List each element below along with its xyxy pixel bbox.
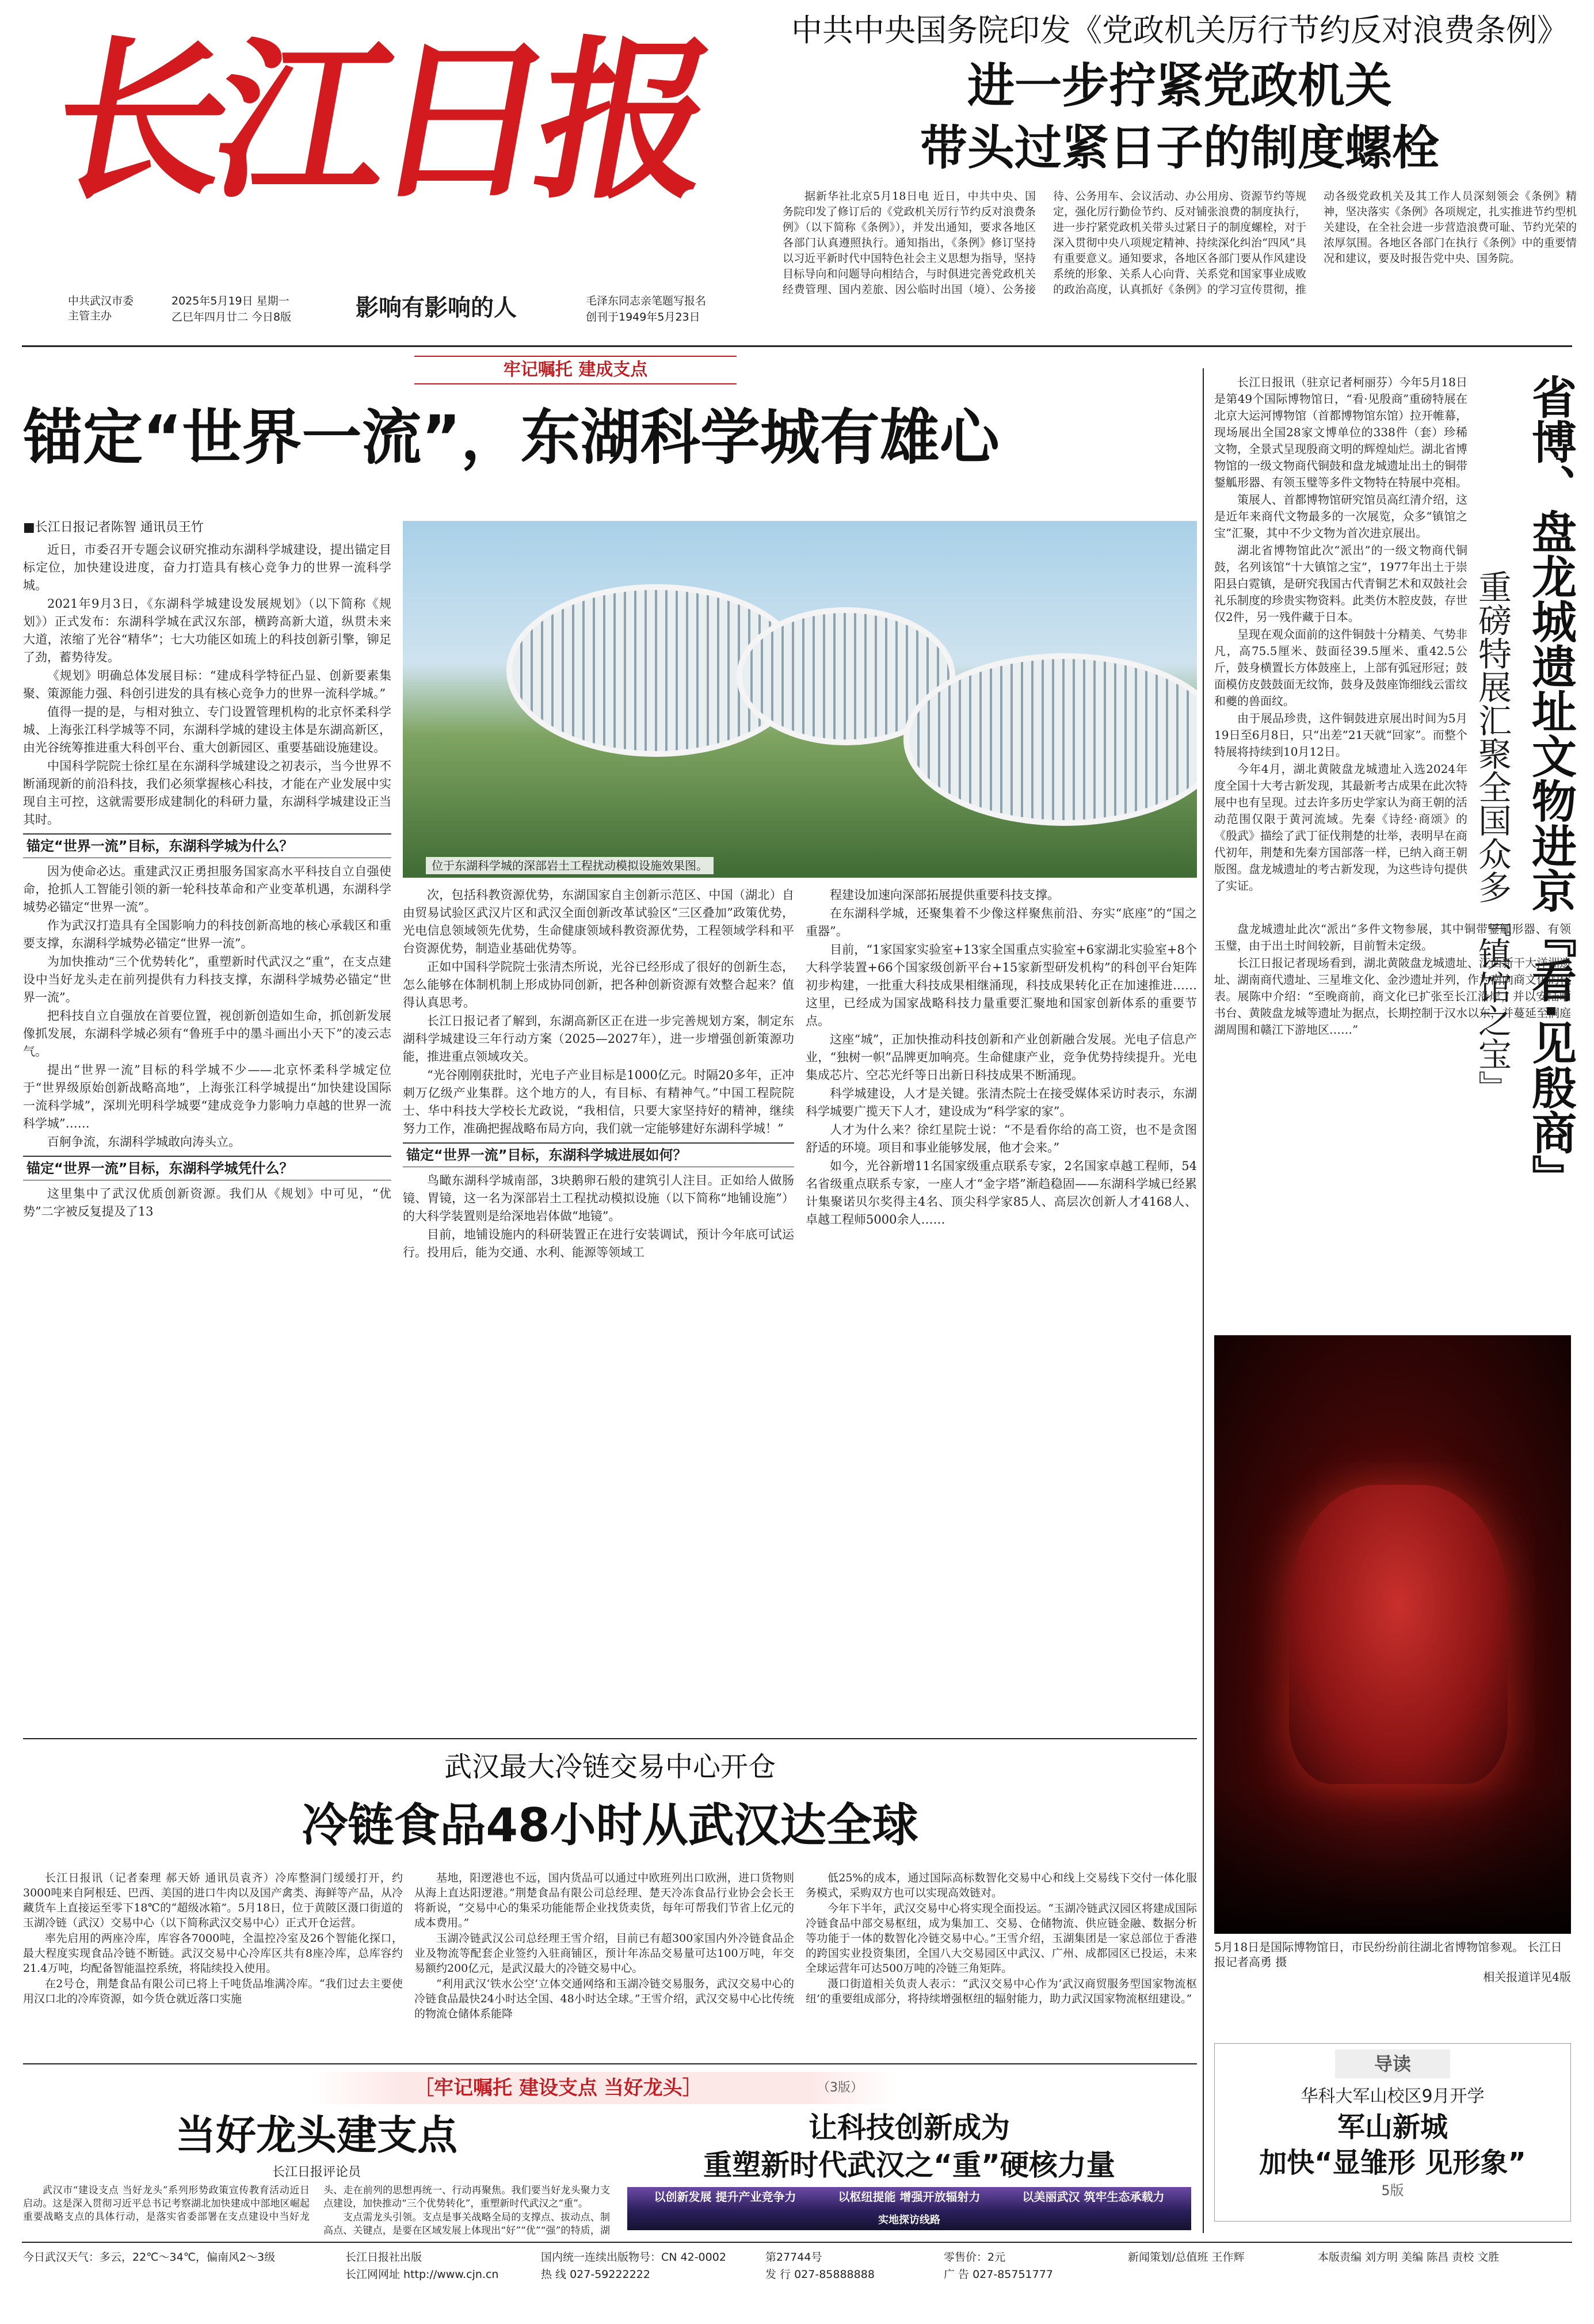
- dh-photo-caption: 位于东湖科学城的深部岩土工程扰动模拟设施效果图。: [426, 857, 714, 874]
- bowu-p7: 盘龙城遗址此次“派出”多件文物参展，其中铜带鋬觚形器、有领玉璧，由于出土时间较新，目前暂未定级。: [1214, 922, 1571, 953]
- dh-col1: [23, 518, 391, 1732]
- masthead: [22, 12, 770, 334]
- dh-c2p1: 次，包括科教资源优势，东湖国家自主创新示范区、中国（湖北）自由贸易试验区武汉片区和武汉全面创新改革试验区“三区叠加”政策优势，光电信息领域领先优势，生命健康领域科教资源优势，工程领域学科和平台资源优势，制造业基础优势等。: [403, 888, 794, 955]
- footer-web[interactable]: 长江网网址 http://www.cjn.cn: [345, 2268, 499, 2281]
- ed-body: [23, 2184, 610, 2239]
- masthead-title: 长江日报: [38, 19, 719, 222]
- dh-c2p2: 正如中国科学院院士张清杰所说，光谷已经形成了很好的创新生态，怎么能够在体制机制上形成协同创新，把各种创新资源有效整合起来？值得认真思考。: [403, 960, 794, 1009]
- dh-c2p4: “光谷刚刚获批时，光电子产业目标是1000亿元。时隔20多年，正冲刺万亿级产业集群。这个地方的人，有目标、有精神气。”中国工程院院士、华中科技大学校长尤政说，“我相信，只要大家坚持好的精神，继续努力工作，准确把握战略布局方向，我们就一定能够建好东湖科学城！”: [403, 1068, 794, 1136]
- slogan: 影响有影响的人: [356, 294, 517, 321]
- bowu-caption: [1214, 1940, 1571, 1984]
- bowu-photo-note: 相关报道详见4版: [1483, 1970, 1571, 1984]
- cold-title: 冷链食品48小时从武汉达全球: [302, 1799, 918, 1852]
- banner2-text: ［牢记嘱托 建设支点 当好龙头］: [414, 2077, 702, 2100]
- banner2-page: （3版）: [817, 2081, 863, 2095]
- panel-hub-text: 以枢纽提能 增强开放辐射力: [838, 2190, 981, 2204]
- dh-p4: 值得一提的是，与相对独立、专门设置管理机构的北京怀柔科学城、上海张江科学城等不同，东湖科学城的建设主体是东湖高新区，由光谷统筹推进重大科创平台、重大创新园区、重要基础设施建设。: [23, 705, 391, 755]
- cold-c3p3: 滠口街道相关负责人表示：“武汉交易中心作为‘武汉商贸服务型国家物流枢纽’的重要组成部分，将持续增强枢纽的辐射能力，助力武汉国家物流枢纽建设。”: [806, 1978, 1197, 2005]
- panel-ecology: [1007, 2189, 1180, 2204]
- dh-photo: [403, 521, 1197, 878]
- banner-longtou: [311, 2072, 898, 2104]
- dh-p9: 把科技自立自强放在首要位置，视创新创造如生命，抓创新发展像抓发展，东湖科学城必须有“鲁班手中的墨斗画出小天下”的凌云志气。: [23, 1009, 391, 1058]
- footer: [23, 2247, 1571, 2317]
- dh-col3: [806, 886, 1197, 1732]
- footer-cn: 国内统一连续出版物号：CN 42-0002: [541, 2251, 726, 2264]
- ed-p2: 支点需龙头引领。支点是事关战略全局的支撑点、拔动点、制高点、关键点，是要在区域发展上体现出“好”“优”“强”的特质，湖: [323, 2212, 610, 2237]
- footer-divider: [22, 2242, 1572, 2243]
- dh-title: 锚定“世界一流”，东湖科学城有雄心: [23, 402, 1000, 473]
- footer-price: 零售价：2元: [944, 2251, 1006, 2264]
- dh-p3: 《规划》明确总体发展目标：“建成科学特征凸显、创新要素集聚、策源能力强、科创引进发的具有核心竞争力的世界一流科学城。”: [23, 669, 391, 700]
- cold-p1: 长江日报讯（记者秦理 郝天娇 通讯员袁齐）冷库整洞门缓缓打开，约3000吨来自阿根廷、巴西、美国的进口牛肉以及国产禽类、海鲜等产品，从冷藏货车上直接运至零下18℃的“超级冰箱”。5月18日，位于黄陂区滠口街道的玉湖冷链（武汉）交易中心（以下简称武汉交易中心）正式开仓运营。: [23, 1872, 403, 1929]
- lead-title-2: 带头过紧日子的制度螺栓: [920, 121, 1439, 176]
- bowu-p2: 策展人、首都博物馆研究馆员高红清介绍，这是近年来商代文物最多的一次展览，众多“镇馆之宝”汇聚，其中不少文物为首次进京展出。: [1214, 493, 1467, 540]
- innov-photo: [627, 2187, 1191, 2230]
- banner-text: 牢记嘱托 建成支点: [503, 360, 648, 380]
- dh-p5: 中国科学院院士徐红星在东湖科学城建设之初表示，当今世界不断涌现新的前沿科技，我们必须掌握核心科技，才能在产业发展中实现自主可控，这就需要形成建制化的科研力量，东湖科学城建设正当其时。: [23, 759, 391, 826]
- route-label-text: 实地探访线路: [878, 2214, 940, 2226]
- dh-subhead-3: 锚定“世界一流”目标，东湖科学城进展如何？: [403, 1142, 794, 1167]
- dh-p10: 提出“世界一流”目标的科学城不少——北京怀柔科学城定位于“世界级原始创新战略高地”，上海张江科学城提出“加快建设国际一流科学城”，深圳光明科学城要“建成竞争力影响力卓越的世界一流科学城”……: [23, 1063, 391, 1130]
- divider-dh-bottom: [23, 1738, 1197, 1739]
- bowu-p8: 长江日报记者现场看到，湖北黄陂盘龙城遗址、江西新干大洋洲遗址、湖南商代遗址、三星堆文化、金沙遗址并列，作为南向商文化的代表。展陈中介绍：“至晚商前，商文化已扩张至长江沿岸，并以安陆晒书台、黄陂盘龙城等遗址为据点，长期控制于汉水以东，并蔓延至洞庭湖周围和赣江下游地区……”: [1214, 956, 1571, 1037]
- divider-cold-bottom: [23, 2063, 1197, 2064]
- panel-innovation: [639, 2189, 811, 2204]
- daodu-label: 导读: [1335, 2049, 1450, 2078]
- dh-c2p3: 长江日报记者了解到，东湖高新区正在进一步完善规划方案，制定东湖科学城建设三年行动方案（2025—2027年），进一步增强创新策源功能，推进重点领域攻关。: [403, 1014, 794, 1064]
- cold-p3: 在2号仓，荆楚食品有限公司已将上千吨货品堆满冷库。“我们过去主要使用汉口北的冷库资源，如今货仓就近落口实施: [23, 1978, 403, 2005]
- daodu-box: [1214, 2043, 1571, 2222]
- daodu-page[interactable]: 5版: [1381, 2182, 1404, 2199]
- dh-p1: 近日，市委召开专题会议研究推动东湖科学城建设，提出锚定目标定位，加快建设进度，奋力打造具有核心竞争力的世界一流科学城。: [23, 543, 391, 592]
- dh-subhead-2: 锚定“世界一流”目标，东湖科学城凭什么？: [23, 1156, 391, 1180]
- bowu-p5: 由于展品珍贵，这件铜鼓进京展出时间为5月19日至6月8日，只“出差”21天就“回家”。而整个特展将持续到10月12日。: [1214, 711, 1467, 759]
- innov-title-2: 重塑新时代武汉之“重”硬核力量: [703, 2148, 1115, 2182]
- cold-c2p1: 基地，阳逻港也不远，国内货品可以通过中欧班列出口欧洲，进口货物则从海上直达阳逻港。”荆楚食品有限公司总经理、楚天冷冻食品行业协会会长王将新说，“交易中心的集采功能能帮企业找货卖货，每年可帮我们节省上亿元的成本费用。”: [414, 1872, 794, 1929]
- bowu-subtitle: 重磅特展汇聚全国众多『镇馆之宝』: [1473, 570, 1512, 1104]
- dh-p6: 因为使命必达。重建武汉正勇担服务国家高水平科技自立自强使命，抢抓人工智能引领的新一轮科技革命和产业变革机遇，东湖科学城势必锚定“世界一流”。: [23, 864, 391, 914]
- innov-title-1: 让科技创新成为: [809, 2111, 1010, 2144]
- footer-pub: 长江日报社出版: [345, 2251, 422, 2264]
- dh-p2: 2021年9月3日，《东湖科学城建设发展规划》（以下简称《规划》）正式发布：东湖科学城在武汉东部，横跨高新大道，纵贯未来大道，浓缩了光谷“精华”；七大功能区如琉上的科技创新引擎，铆足了劲，蓄势待发。: [23, 597, 391, 664]
- bowu-title: 省博、盘龙城遗址文物进京『看·见殷商』: [1524, 374, 1576, 1199]
- dh-c2p5: 鸟瞰东湖科学城南部，3块鹅卵石般的建筑引人注目。正如给人做肠镜、胃镜，这一名为深部岩土工程扰动模拟设施（以下简称“地铺设施”）的大科学装置则是给深地岩体做“地镜”。: [403, 1174, 794, 1223]
- cold-c2p3: “利用武汉‘铁水公空’立体交通网络和玉湖冷链交易服务，武汉交易中心的冷链食品最快24小时达全国、48小时达全球。”王雪介绍，武汉交易中心比传统的物流仓储体系能降: [414, 1978, 794, 2020]
- footer-staff: 本版责编 刘方明 美编 陈昌 责校 文胜: [1318, 2251, 1500, 2264]
- daodu-line2[interactable]: 军山新城: [1337, 2111, 1448, 2143]
- date-line: 2025年5月19日 星期一: [171, 295, 289, 307]
- dh-p12: 这里集中了武汉优质创新资源。我们从《规划》中可见，“优势”二字被反复提及了13: [23, 1187, 391, 1218]
- footer-issue: 第27744号: [765, 2251, 822, 2264]
- banner-jianzhi: [414, 356, 737, 384]
- dh-c3p5: 科学城建设，人才是关键。张清杰院士在接受媒体采访时表示，东湖科学城要广揽天下人才，建设成为“科学家的家”。: [806, 1087, 1197, 1118]
- masthead-divider: [22, 345, 1572, 347]
- panel-ecology-text: 以美丽武汉 筑牢生态承载力: [1022, 2190, 1165, 2204]
- lead-title-1: 进一步拧紧党政机关: [967, 59, 1392, 113]
- dh-subhead-1: 锚定“世界一流”目标，东湖科学城为什么？: [23, 833, 391, 858]
- footer-tel: 热 线 027-59222222: [541, 2268, 650, 2281]
- dh-c3p7: 如今，光谷新增11名国家级重点联系专家，2名国家卓越工程师，54名省级重点联系专家，一座人才“金字塔”渐趋稳固——东湖科学城已经累计集聚诺贝尔奖得主4名、顶尖科学家85人、高层次创新人才4168人、卓越工程师5000余人……: [806, 1159, 1197, 1226]
- panel-route-label: [823, 2213, 996, 2227]
- daodu-line3[interactable]: 加快“显雏形 见形象”: [1259, 2147, 1526, 2179]
- dh-p7: 作为武汉打造具有全国影响力的科技创新高地的核心承载区和重要支撑，东湖科学城势必锚定“世界一流”。: [23, 919, 391, 950]
- lead-kicker: 中共中央国务院印发《党政机关厉行节约反对浪费条例》: [791, 12, 1568, 48]
- cold-p2: 率先启用的两座冷库，库容各7000吨，全温控冷室及26个智能化探口，最大程度实现食品冷链不断链。武汉交易中心冷库区共有8座冷库，总库容约21.4万吨，均配备智能温控系统，将陆续投入使用。: [23, 1932, 403, 1975]
- cold-c2p2: 玉湖冷链武汉公司总经理王雪介绍，目前已有超300家国内外冷链食品企业及物流等配套企业签约入驻商铺区，预计年冻品交易量可达100万吨，年交易额约200亿元，是武汉最大的冷链交易中心。: [414, 1932, 794, 1975]
- daodu-line1[interactable]: 华科大军山校区9月开学: [1301, 2086, 1485, 2106]
- dh-c2p6: 目前，地铺设施内的科研装置正在进行安装调试，预计今年底可试运行。投用后，能为交通、水利、能源等领域工: [403, 1228, 794, 1259]
- ed-title: 当好龙头建支点: [176, 2112, 457, 2159]
- cold-col2: [414, 1870, 794, 2055]
- dh-c3p2: 在东湖科学城，还聚集着不少像这样聚焦前沿、夯实“底座”的“国之重器”。: [806, 906, 1197, 938]
- cold-col3: [806, 1870, 1197, 2055]
- dh-c3p1: 程建设加速向深部拓展提供重要科技支撑。: [830, 888, 1059, 902]
- dh-c3p6: 人才为什么来？徐红星院士说：“不是看你给的高工资，也不是贪图舒适的环境。项目和事业能够发展，他才会来。”: [806, 1123, 1197, 1155]
- bowu-photo-caption: 5月18日是国际博物馆日，市民纷纷前往湖北省博物馆参观。 长江日报记者高勇 摄: [1214, 1940, 1562, 1969]
- lunar-date: 乙巳年四月廿二 今日8版: [171, 311, 292, 323]
- lead-story: [783, 10, 1577, 333]
- dh-p11: 百舸争流，东湖科学城敢向涛头立。: [47, 1135, 241, 1149]
- lead-body: 据新华社北京5月18日电 近日，中共中央、国务院印发了修订后的《党政机关厉行节约反对浪费条例》（以下简称《条例》），并发出通知，要求各地区各部门认真遵照执行。通知指出，《条例》修订坚持以习近平新时代中国特色社会主义思想为指导，坚持目标导向和问题导向相结合，与时俱进完善党政机关经费管理、国内差旅、因公临时出国（境）、公务接待、公务用车、会议活动、办公用房、资源节约等规定，强化厉行勤俭节约、反对铺张浪费的制度执行，进一步拧紧党政机关带头过紧日子的制度螺栓，对于深入贯彻中央八项规定精神、持续深化纠治“四风”具有重要意义。通知要求，各地区各部门要从作风建设系统的形象、关系人心向背、关系党和国家事业成败的政治高度，认真抓好《条例》的学习宣传贯彻，推动各级党政机关及其工作人员深刻领会《条例》精神，坚决落实《条例》各项规定，扎实推进节约型机关建设，在全社会进一步营造浪费可耻、节约光荣的浓厚氛围。各地区各部门在执行《条例》中的重要情况和建议，要及时报告党中央、国务院。: [783, 190, 1577, 296]
- dh-c3p4: 这座“城”，正加快推动科技创新和产业创新融合发展。光电子信息产业，“独树一帜”品牌更加响亮。生命健康产业，竞争优势持续提升。光电集成芯片、空芯光纤等日出新日科技成果不断涌现。: [806, 1033, 1197, 1082]
- cold-col1: [23, 1870, 403, 2055]
- bowu-p1: 长江日报讯（驻京记者柯丽芬）今年5月18日是第49个国际博物馆日，“看·见殷商”重磅特展在北京大运河博物馆（首都博物馆东馆）拉开帷幕，现场展出全国28家文博单位的338件（套）珍稀文物，全景式呈现殷商文明的辉煌灿烂。湖北省博物馆的一级文物商代铜鼓和盘龙城遗址出土的铜带鋬觚形器、有领玉璧等多件文物特在特展中亮相。: [1214, 375, 1467, 489]
- ed-p1: 武汉市“建设支点 当好龙头”系列形势政策宣传教育活动近日启动。这是深入贯彻习近平总书记考察湖北加快建成中部地区崛起重要战略支点的具体行动，是落实省委部署在支点建设中当好龙头、走在前列的思想再统一、行动再聚焦。我们要当好龙头聚力支点建设，加快推动“三个优势转化”，重塑新时代武汉之“重”。: [23, 2185, 610, 2223]
- publisher: 中共武汉市委 主管主办: [68, 295, 134, 322]
- cold-kicker: 武汉最大冷链交易中心开仓: [444, 1751, 776, 1783]
- founded-note: 创刊于1949年5月23日: [586, 311, 700, 323]
- cold-c3p2: 今年下半年，武汉交易中心将实现全面投运。“玉湖冷链武汉园区将建成国际冷链食品中部交易枢纽，成为集加工、交易、仓储物流、供应链金融、数据分析等功能于一体的数智化冷链交易中心。”王雪介绍，玉湖集团是一家总部位于香港的跨国实业投资集团，全国八大交易园区中武汉、广州、成都园区已投运，未来全球运营年可达500万吨的冷链三角矩阵。: [806, 1902, 1197, 1975]
- footer-dist: 发 行 027-85888888: [765, 2268, 875, 2281]
- bowu-photo: [1214, 1335, 1571, 1934]
- panel-innovation-text: 以创新发展 提升产业竞争力: [654, 2190, 796, 2204]
- dh-byline: ■长江日报记者陈智 通讯员王竹: [23, 520, 204, 535]
- dh-col2: [403, 886, 794, 1732]
- dh-c3p3: 目前，“1家国家实验室+13家全国重点实验室+6家湖北实验室+8个大科学装置+66个国家级创新平台+15家新型研发机构”的科创平台矩阵初步构建，一批重大科技成果相继涌现，科技成果转化正在加速推进……这里，已经成为国家战略科技力量重要汇聚地和国家创新体系的重要节点。: [806, 943, 1197, 1028]
- silhouette-visitors: [1214, 1784, 1571, 1934]
- ed-byline: 长江日报评论员: [272, 2165, 361, 2180]
- divider-right-column: [1203, 368, 1204, 2233]
- bowu-p4: 呈现在观众面前的这件铜鼓十分精美、气势非凡，高75.5厘米、鼓面径39.5厘米、重42.5公斤，鼓身横置长方体鼓座上，上部有弧冠形冠；鼓面模仿皮鼓鼓面无纹饰，鼓身及鼓座饰细线云雷纹和夔的兽面纹。: [1214, 627, 1467, 708]
- bowu-body-bottom: [1214, 921, 1571, 1381]
- bowu-p3: 湖北省博物馆此次“派出”的一级文物商代铜鼓，名列该馆“十大镇馆之宝”，1977年出土于崇阳县白霓镇，是研究我国古代青铜艺术和双鼓社会礼乐制度的珍贵实物资料。此类仿木腔皮鼓，存世仅2件，另一残件藏于日本。: [1214, 543, 1467, 624]
- dh-p8: 为加快推动“三个优势转化”，重塑新时代武汉之“重”，在支点建设中当好龙头走在前列提供有力科技支撑，东湖科学城势必锚定“世界一流”。: [23, 955, 391, 1004]
- footer-weather: 今日武汉天气：多云，22℃～34℃，偏南风2～3级: [23, 2251, 276, 2264]
- panel-hub: [823, 2189, 996, 2204]
- founder-note: 毛泽东同志亲笔题写报名: [586, 295, 707, 307]
- bronze-drum-shape: [1289, 1485, 1508, 1784]
- bowu-p6: 今年4月，湖北黄陂盘龙城遗址入选2024年度全国十大考古新发现，其最新考古成果在此次特展中也有呈现。过去许多历史学家认为商王朝的活动范围仅限于黄河流域。先秦《诗经·商颂》的《殷武》描绘了武丁征伐荆楚的壮举，表明早在商代初年，荆楚和先秦方国部落一样，已纳入商王朝版图。盘龙城遗址的考古新发现，为这些诗句提供了实证。: [1214, 762, 1467, 893]
- cold-c3p1: 低25%的成本，通过国际高标数智化交易中心和线上交易线下交付一体化服务模式，采购双方也可以实现高效链对。: [806, 1872, 1197, 1899]
- footer-editor: 新闻策划/总值班 王作辉: [1128, 2251, 1245, 2264]
- footer-ad: 广 告 027-85751777: [944, 2268, 1053, 2281]
